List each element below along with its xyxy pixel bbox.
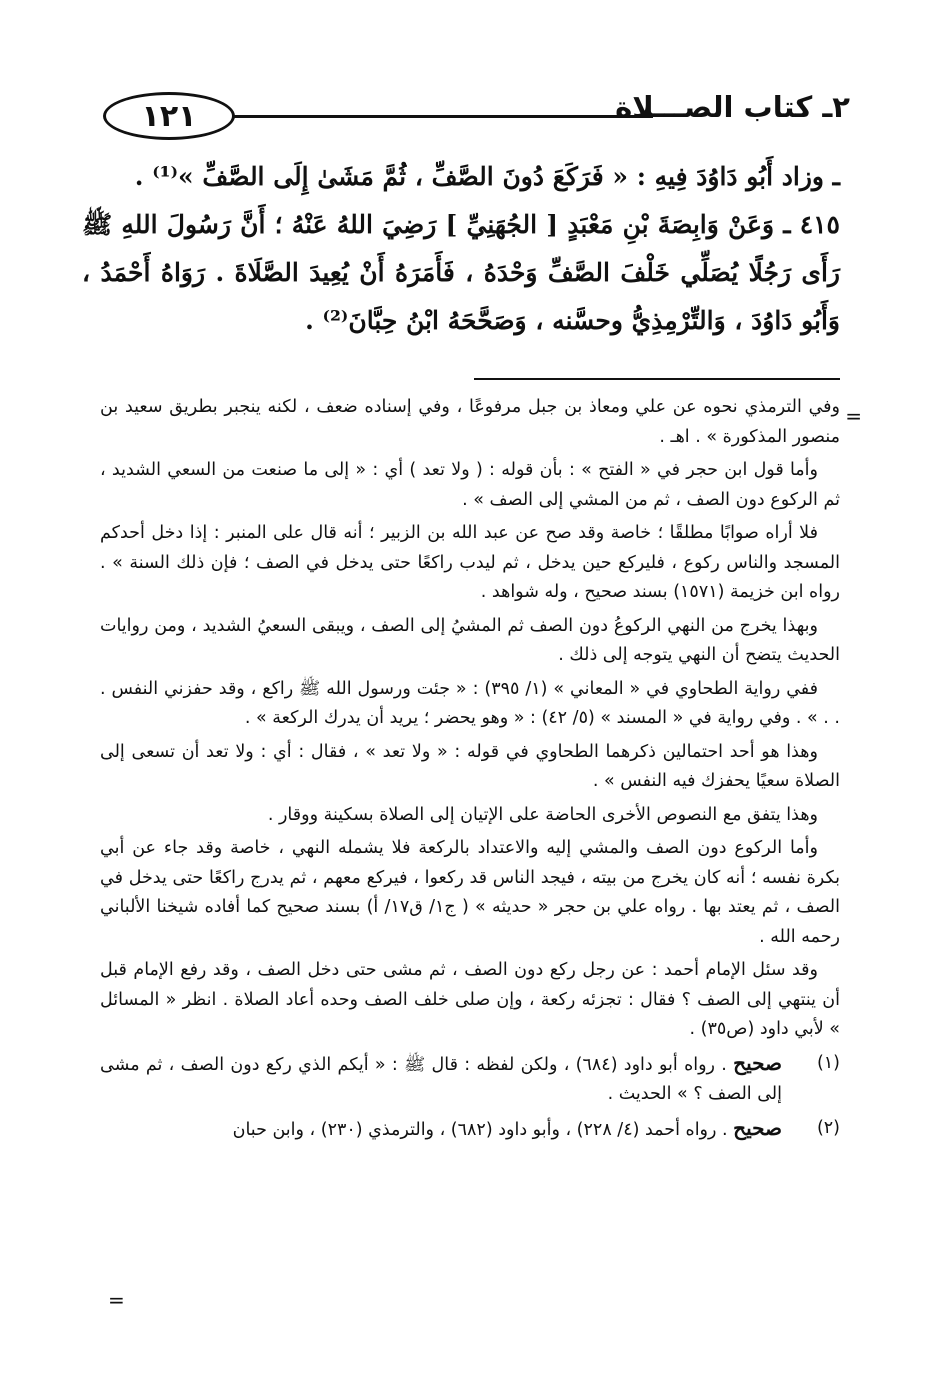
note-paragraph-1: وفي الترمذي نحوه عن علي ومعاذ بن جبل مرفوعًا ، وفي إسناده ضعف ، لكنه ينجبر بطريق سعيد بن منصور المذكورة » . اهـ . — [100, 397, 840, 447]
footnote-separator — [474, 378, 840, 380]
footnote-2-number: (٢) — [816, 1117, 840, 1138]
footnote-1 — [100, 1049, 840, 1110]
hadith-415: ٤١٥ ـ وَعَنْ وَابِصَةَ بْنِ مَعْبَدٍ [ الجُهَنِيِّ ] رَضِيَ اللهُ عَنْهُ ؛ أَنَّ رَسُولَ اللهِ ﷺ رَأَى رَجُلًا يُصَلِّي خَلْفَ الصَّفِّ وَحْدَهُ ، فَأَمَرَهُ أَنْ يُعِيدَ الصَّلَاةَ . رَوَاهُ أَحْمَدُ ، وَأَبُو دَاوُدَ ، وَالتِّرْمِذِيُّ وحسَّنه ، وَصَحَّحَهُ ابْنُ حِبَّانَ⁽²⁾ . — [82, 210, 840, 335]
continuation-mark-top: = — [845, 404, 862, 428]
footnote-1-number: (١) — [816, 1052, 840, 1073]
footnote-1-text: . رواه أبو داود (٦٨٤) ، ولكن لفظه : قال ﷺ : « أيكم الذي ركع دون الصف ، ثم مشى إلى الصف ؟ » الحديث . — [100, 1054, 782, 1104]
note-paragraph-7: وهذا يتفق مع النصوص الأخرى الحاضة على الإتيان إلى الصلاة بسكينة ووقار . — [267, 804, 818, 825]
main-text — [82, 153, 840, 345]
footnotes — [100, 393, 840, 1149]
note-paragraph-9: وقد سئل الإمام أحمد : عن رجل ركع دون الصف ، ثم مشى حتى دخل الصف ، وقد رفع الإمام قبل أن ينتهي إلى الصف ؟ فقال : تجزئه ركعة ، وإن صلى خلف الصف وحده أعاد الصلاة . انظر « المسائل » لأبي داود (ص٣٥) . — [100, 960, 840, 1039]
footnote-1-grade: صحيح — [733, 1050, 783, 1075]
header-rule — [233, 115, 653, 118]
page-number: ١٢١ — [103, 92, 235, 140]
note-paragraph-6: وهذا هو أحد احتمالين ذكرهما الطحاوي في قوله : « ولا تعد » ، فقال : أي : ولا تعد أن تسعى إلى الصلاة سعيًا يحفزك فيه النفس » . — [100, 741, 840, 791]
note-paragraph-5: ففي رواية الطحاوي في « المعاني » (١/ ٣٩٥) : « جئت ورسول الله ﷺ راكع ، وقد حفزني النفس . . . » . وفي رواية في « المسند » (٥/ ٤٢) : « وهو يحضر ؛ يريد أن يدرك الركعة » . — [100, 678, 840, 728]
footnote-2-grade: صحيح — [733, 1115, 782, 1140]
page-header — [95, 78, 850, 148]
continuation-mark-bottom: = — [108, 1288, 125, 1312]
footnote-2-text: . رواه أحمد (٤/ ٢٢٨) ، وأبو داود (٦٨٢) ، والترمذي (٢٣٠) ، وابن حبان — [232, 1119, 734, 1140]
note-paragraph-8: وأما الركوع دون الصف والمشي إليه والاعتداد بالركعة فلا يشمله النهي ، خاصة وقد جاء عن أبي بكرة نفسه ؛ أنه كان يخرج من بيته ، فيجد الناس قد ركعوا ، فيركع معهم ، ثم يدرج راكعًا حتى يدخل في الصف ، ثم يعتد بها . رواه علي بن حجر « حديثه » ( ج١/ ق١٧/ أ) بسند صحيح كما أفاده شيخنا الألباني رحمه الله . — [100, 838, 841, 947]
note-paragraph-2: وأما قول ابن حجر في « الفتح » : بأن قوله : ( ولا تعد ) أي : « إلى ما صنعت من السعي الشديد ، ثم الركوع دون الصف ، ثم من المشي إلى الصف » . — [100, 460, 840, 510]
running-title: ٢ـ كتاب الصـــلاة — [615, 90, 850, 124]
main-line-abu-dawud: ـ وزاد أَبُو دَاوُدَ فِيهِ : « فَرَكَعَ دُونَ الصَّفِّ ، ثُمَّ مَشَىٰ إِلَى الصَّفِّ »⁽¹⁾ . — [134, 162, 840, 191]
note-paragraph-4: وبهذا يخرج من النهي الركوعُ دون الصف ثم المشيُ إلى الصف ، ويبقى السعيُ الشديد ، ومن روايات الحديث يتضح أن النهي يتوجه إلى ذلك . — [100, 615, 840, 665]
footnote-2 — [100, 1114, 840, 1146]
note-paragraph-3: فلا أراه صوابًا مطلقًا ؛ خاصة وقد صح عن عبد الله بن الزبير ؛ أنه قال على المنبر : إذا دخل أحدكم المسجد والناس ركوع ، فليركع حين يدخل ، ثم ليدب راكعًا حتى يدخل في الصف ؛ فإن ذلك السنة » . رواه ابن خزيمة (١٥٧١) بسند صحيح ، وله شواهد . — [100, 523, 840, 602]
